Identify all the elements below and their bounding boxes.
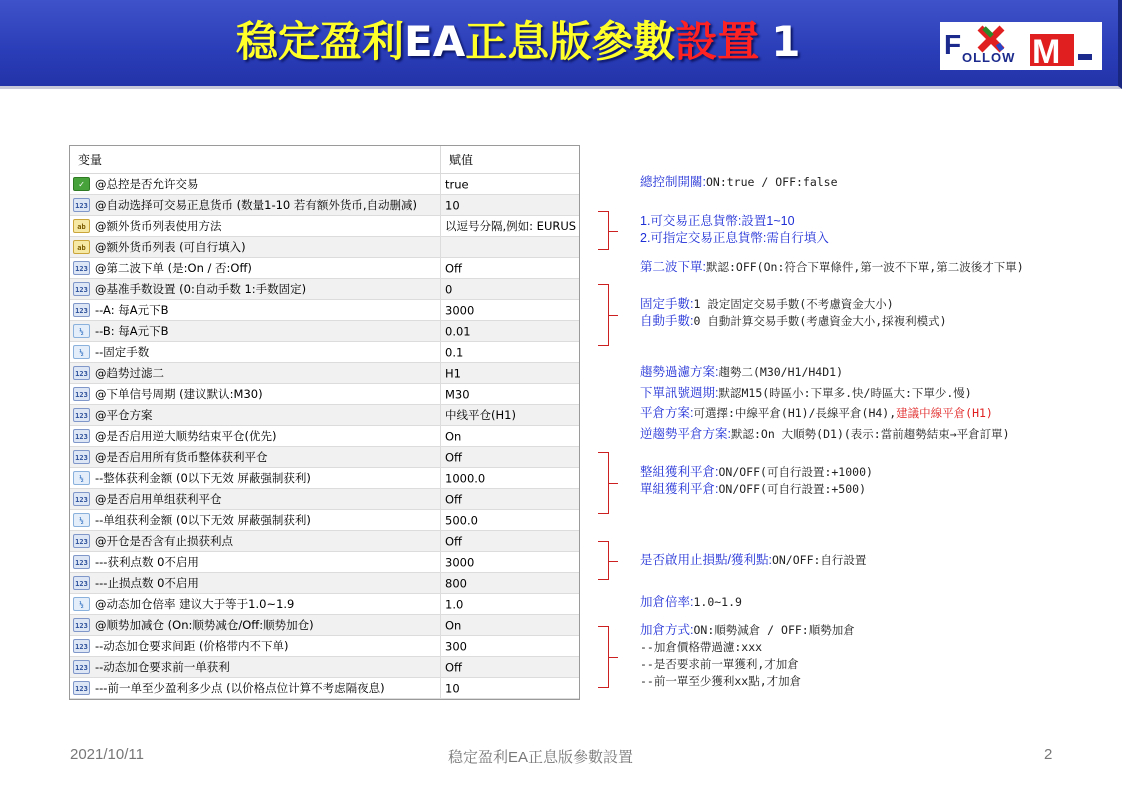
parameter-name-cell[interactable] [70, 279, 441, 300]
double-type-icon: ½ [73, 471, 90, 485]
parameter-name: --B: 每A元下B [95, 324, 169, 338]
double-type-icon: ½ [73, 345, 90, 359]
table-row[interactable] [70, 405, 579, 426]
note-single-profit-value: ON/OFF(可自行設置:+500) [718, 482, 866, 496]
note-add-method-line4: --前一單至少獲利xx點,才加倉 [640, 674, 802, 688]
table-row[interactable] [70, 363, 579, 384]
note-close-plan-value: 可選擇:中線平倉(H1)/長線平倉(H4), [693, 406, 897, 420]
parameter-name-cell[interactable] [70, 321, 441, 342]
parameter-value: 以逗号分隔,例如: EURUS [445, 219, 577, 233]
parameter-value-cell[interactable] [441, 300, 580, 321]
table-row[interactable] [70, 657, 579, 678]
integer-type-icon: 123 [73, 660, 90, 674]
note-auto-lot-key: 自動手數: [640, 314, 694, 328]
parameter-value-cell[interactable] [441, 342, 580, 363]
parameter-value-cell[interactable] [441, 426, 580, 447]
parameter-name: --动态加仓要求间距 (价格带内不下单) [95, 639, 289, 653]
integer-type-icon: 123 [73, 198, 90, 212]
parameter-name-cell[interactable] [70, 657, 441, 678]
note-stop-loss [640, 552, 866, 569]
footer-date: 2021/10/11 [70, 746, 144, 763]
note-close-plan-recommend: 建議中線平倉(H1) [896, 406, 993, 420]
double-type-icon: ½ [73, 597, 90, 611]
table-row[interactable] [70, 384, 579, 405]
string-type-icon: ab [73, 240, 90, 254]
table-row[interactable] [70, 300, 579, 321]
table-row[interactable] [70, 195, 579, 216]
parameter-value-cell[interactable] [441, 195, 580, 216]
note-add-ratio-value: 1.0~1.9 [693, 595, 742, 609]
svg-text:M: M [1032, 33, 1061, 70]
table-row[interactable] [70, 258, 579, 279]
table-row[interactable] [70, 342, 579, 363]
note-trend-filter-value: 趨勢二(M30/H1/H4D1) [718, 365, 843, 379]
note-total-profit-value: ON/OFF(可自行設置:+1000) [718, 465, 873, 479]
parameter-name-cell[interactable] [70, 615, 441, 636]
integer-type-icon: 123 [73, 303, 90, 317]
note-add-method-line2: --加倉價格帶過濾:xxx [640, 640, 763, 654]
parameter-name-cell[interactable] [70, 447, 441, 468]
table-row[interactable] [70, 426, 579, 447]
parameter-value-cell[interactable] [441, 657, 580, 678]
parameter-name-cell[interactable] [70, 531, 441, 552]
integer-type-icon: 123 [73, 408, 90, 422]
integer-type-icon: 123 [73, 555, 90, 569]
svg-text:OLLOW: OLLOW [962, 50, 1016, 65]
parameter-value-cell[interactable] [441, 216, 580, 237]
note-lot-size [640, 296, 947, 330]
parameter-value: 3000 [445, 303, 475, 318]
parameter-value-cell[interactable] [441, 447, 580, 468]
note-add-method-line3: --是否要求前一單獲利,才加倉 [640, 657, 799, 671]
bracket-currency [598, 211, 609, 250]
parameter-value: 800 [445, 576, 467, 591]
parameter-name-cell[interactable] [70, 510, 441, 531]
table-row[interactable] [70, 489, 579, 510]
parameter-value: Off [445, 261, 462, 276]
note-signal-period-value: 默認M15(時區小:下單多.快/時區大:下單少.慢) [718, 386, 972, 400]
note-master-switch-value: ON:true / OFF:false [705, 175, 838, 189]
note-second-wave [640, 259, 1024, 276]
table-row[interactable] [70, 216, 579, 237]
integer-type-icon: 123 [73, 492, 90, 506]
bracket-stop-loss [598, 541, 609, 580]
note-master-switch-key: 總控制開關: [640, 175, 706, 189]
parameter-value: H1 [445, 366, 461, 381]
table-row[interactable] [70, 237, 579, 258]
double-type-icon: ½ [73, 513, 90, 527]
parameter-name: @自动选择可交易正息货币 (数量1-10 若有额外货币,自动删减) [95, 198, 418, 212]
note-add-method [640, 622, 855, 690]
note-signal-period-key: 下單訊號週期: [640, 386, 719, 400]
bracket-lot-size [598, 284, 609, 346]
parameter-value-cell[interactable] [441, 552, 580, 573]
parameter-name-cell[interactable] [70, 174, 441, 195]
parameter-value: 3000 [445, 555, 475, 570]
note-stop-loss-key: 是否啟用止損點/獲利點: [640, 553, 772, 567]
parameter-value: Off [445, 534, 462, 549]
parameter-table [70, 146, 579, 699]
parameter-name: @顺势加减仓 (On:顺势减仓/Off:顺势加仓) [95, 618, 314, 632]
parameter-name-cell[interactable] [70, 636, 441, 657]
parameter-value: On [445, 429, 462, 444]
parameter-name: @开仓是否含有止损获利点 [95, 534, 233, 548]
parameter-value-cell[interactable] [441, 384, 580, 405]
table-row[interactable] [70, 321, 579, 342]
parameter-name-cell[interactable] [70, 594, 441, 615]
note-close-plan-key: 平倉方案: [640, 406, 694, 420]
integer-type-icon: 123 [73, 261, 90, 275]
note-trend-filter-key: 趨勢過濾方案: [640, 365, 719, 379]
table-row[interactable] [70, 552, 579, 573]
table-row[interactable] [70, 573, 579, 594]
parameter-name-cell[interactable] [70, 195, 441, 216]
double-type-icon: ½ [73, 324, 90, 338]
parameter-name-cell[interactable] [70, 405, 441, 426]
table-row[interactable] [70, 636, 579, 657]
title-part1: 稳定盈利 [236, 17, 405, 66]
footer-title: 稳定盈利EA正息版參數設置 [448, 749, 634, 766]
note-master-switch [640, 174, 838, 191]
parameter-name: @额外货币列表 (可自行填入) [95, 240, 246, 254]
parameter-name-cell[interactable] [70, 426, 441, 447]
parameter-name-cell[interactable] [70, 342, 441, 363]
parameter-name-cell[interactable] [70, 384, 441, 405]
note-close-plan [640, 405, 993, 422]
parameter-value: On [445, 618, 462, 633]
parameter-name: @总控是否允许交易 [95, 177, 199, 191]
title-part4: 設置 [675, 17, 760, 66]
note-signal-period [640, 385, 972, 402]
integer-type-icon: 123 [73, 429, 90, 443]
parameter-value-cell[interactable] [441, 468, 580, 489]
parameter-name-cell[interactable] [70, 573, 441, 594]
boolean-type-icon: ✓ [73, 177, 90, 191]
note-second-wave-value: 默認:OFF(On:符合下單條件,第一波不下單,第二波後才下單) [705, 260, 1024, 274]
parameter-name: @下单信号周期 (建议默认:M30) [95, 387, 263, 401]
parameter-value-cell[interactable] [441, 489, 580, 510]
parameter-value: Off [445, 450, 462, 465]
parameter-value: 300 [445, 639, 467, 654]
note-reverse-close [640, 426, 1010, 443]
parameter-name: ---前一单至少盈利多少点 (以价格点位计算不考虑隔夜息) [95, 681, 385, 695]
page-title [236, 16, 800, 68]
parameter-value: 10 [445, 198, 460, 213]
bracket-profit-close [598, 452, 609, 514]
footer-page-number: 2 [1044, 746, 1053, 763]
table-row[interactable] [70, 615, 579, 636]
table-row[interactable] [70, 468, 579, 489]
note-add-ratio [640, 594, 742, 611]
parameter-value-cell[interactable] [441, 615, 580, 636]
parameter-value: 500.0 [445, 513, 478, 528]
integer-type-icon: 123 [73, 681, 90, 695]
parameter-name: @平仓方案 [95, 408, 153, 422]
parameter-name: --固定手数 [95, 345, 150, 359]
parameter-name: --单组获利金额 (0以下无效 屏蔽强制获利) [95, 513, 311, 527]
note-profit-close [640, 464, 873, 498]
integer-type-icon: 123 [73, 534, 90, 548]
parameter-value: 0 [445, 282, 453, 297]
note-single-profit-key: 單組獲利平倉: [640, 482, 719, 496]
note-currency-line2: 2.可指定交易正息貨幣:需自行填入 [640, 231, 829, 245]
parameter-name-cell[interactable] [70, 216, 441, 237]
parameter-value: Off [445, 492, 462, 507]
bracket-add-position [598, 626, 609, 688]
parameter-value-cell[interactable] [441, 573, 580, 594]
note-stop-loss-value: ON/OFF:自行設置 [771, 553, 867, 567]
parameter-name-cell[interactable] [70, 489, 441, 510]
note-add-method-value: ON:順勢減倉 / OFF:順勢加倉 [693, 623, 855, 637]
column-header-value[interactable]: 赋值 [441, 146, 580, 174]
parameter-name: ---获利点数 0不启用 [95, 555, 199, 569]
parameter-table-panel [69, 145, 580, 700]
parameter-name: @第二波下单 (是:On / 否:Off) [95, 261, 252, 275]
parameter-name: ---止损点数 0不启用 [95, 576, 199, 590]
title-banner [0, 0, 1122, 89]
parameter-name: @是否启用所有货币整体获利平仓 [95, 450, 268, 464]
parameter-value-cell[interactable] [441, 321, 580, 342]
note-trend-filter [640, 364, 843, 381]
svg-text:F: F [944, 29, 962, 60]
followme-logo [940, 22, 1102, 70]
parameter-name: @额外货币列表使用方法 [95, 219, 222, 233]
note-reverse-close-key: 逆趨勢平倉方案: [640, 427, 731, 441]
parameter-value-cell[interactable] [441, 678, 580, 699]
parameter-name: @动态加仓倍率 建议大于等于1.0~1.9 [95, 597, 295, 611]
table-row[interactable] [70, 678, 579, 699]
note-reverse-close-value: 默認:On 大順勢(D1)(表示:當前趨勢結束→平倉訂單) [730, 427, 1010, 441]
parameter-name: @是否启用逆大顺势结束平仓(优先) [95, 429, 277, 443]
note-second-wave-key: 第二波下單: [640, 260, 706, 274]
parameter-value-cell[interactable] [441, 510, 580, 531]
parameter-value: 0.1 [445, 345, 464, 360]
integer-type-icon: 123 [73, 639, 90, 653]
parameter-name: @是否启用单组获利平仓 [95, 492, 222, 506]
parameter-name: --动态加仓要求前一单获利 [95, 660, 230, 674]
note-fixed-lot-value: 1 設定固定交易手數(不考慮資金大小) [693, 297, 894, 311]
note-add-method-key: 加倉方式: [640, 623, 694, 637]
parameter-name: @趋势过滤二 [95, 366, 164, 380]
table-row[interactable] [70, 447, 579, 468]
integer-type-icon: 123 [73, 282, 90, 296]
table-row[interactable] [70, 279, 579, 300]
parameter-name-cell[interactable] [70, 258, 441, 279]
parameter-value-cell[interactable] [441, 174, 580, 195]
title-number: 1 [771, 17, 801, 66]
integer-type-icon: 123 [73, 618, 90, 632]
table-header-row [70, 146, 579, 174]
parameter-name-cell[interactable] [70, 678, 441, 699]
title-part3: 正息版參數 [465, 17, 676, 66]
integer-type-icon: 123 [73, 366, 90, 380]
parameter-name-cell[interactable] [70, 552, 441, 573]
table-row[interactable] [70, 174, 579, 195]
parameter-value-cell[interactable] [441, 405, 580, 426]
parameter-value-cell[interactable] [441, 279, 580, 300]
parameter-value-cell[interactable] [441, 237, 580, 258]
note-fixed-lot-key: 固定手數: [640, 297, 694, 311]
note-total-profit-key: 整組獲利平倉: [640, 465, 719, 479]
parameter-name-cell[interactable] [70, 300, 441, 321]
integer-type-icon: 123 [73, 450, 90, 464]
parameter-value: Off [445, 660, 462, 675]
parameter-value-cell[interactable] [441, 258, 580, 279]
note-auto-lot-value: 0 自動計算交易手數(考慮資金大小,採複利模式) [693, 314, 947, 328]
integer-type-icon: 123 [73, 576, 90, 590]
table-row[interactable] [70, 510, 579, 531]
parameter-name: --整体获利金额 (0以下无效 屏蔽强制获利) [95, 471, 311, 485]
parameter-value: 10 [445, 681, 460, 696]
table-row[interactable] [70, 594, 579, 615]
parameter-name: @基准手数设置 (0:自动手数 1:手数固定) [95, 282, 307, 296]
note-currency [640, 213, 829, 247]
integer-type-icon: 123 [73, 387, 90, 401]
parameter-value: 1.0 [445, 597, 464, 612]
parameter-value: 0.01 [445, 324, 471, 339]
string-type-icon: ab [73, 219, 90, 233]
parameter-value-cell[interactable] [441, 636, 580, 657]
parameter-name-cell[interactable] [70, 363, 441, 384]
parameter-value: 中线平仓(H1) [445, 408, 516, 422]
table-row[interactable] [70, 531, 579, 552]
parameter-value: 1000.0 [445, 471, 486, 486]
parameter-name-cell[interactable] [70, 237, 441, 258]
parameter-value-cell[interactable] [441, 363, 580, 384]
parameter-name-cell[interactable] [70, 468, 441, 489]
note-currency-line1: 1.可交易正息貨幣:設置1~10 [640, 214, 795, 228]
note-add-ratio-key: 加倉倍率: [640, 595, 694, 609]
title-part2: EA [404, 17, 466, 66]
parameter-name: --A: 每A元下B [95, 303, 169, 317]
parameter-value-cell[interactable] [441, 531, 580, 552]
parameter-value-cell[interactable] [441, 594, 580, 615]
parameter-value: M30 [445, 387, 470, 402]
parameter-value: true [445, 177, 469, 192]
column-header-variable[interactable]: 变量 [70, 146, 441, 174]
